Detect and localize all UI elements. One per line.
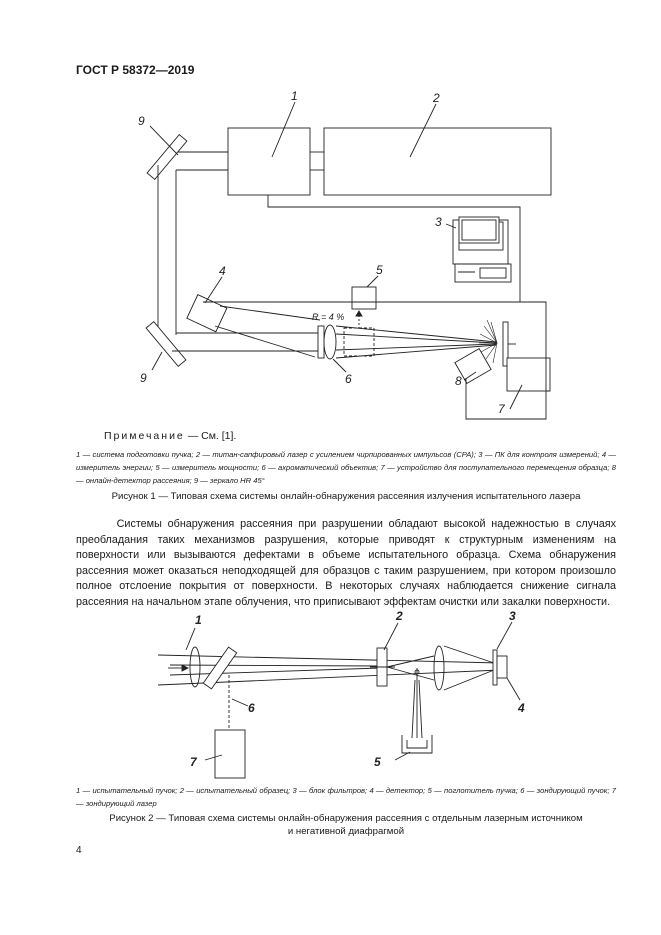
body-paragraph <box>76 517 616 611</box>
figure-2-caption-line2: и негативной диафрагмой <box>287 826 405 837</box>
beam-prep-box <box>228 128 310 195</box>
fig1-label-9-bottom: 9 <box>140 371 147 385</box>
power-meter-box <box>352 287 376 309</box>
fig1-label-1: 1 <box>291 89 298 103</box>
paragraph-text: Системы обнаружения рассеяния при разрушении обладают высокой надежностью в случаях преобладания таких механизмов разрушения, которые приводят к структурным изменениям на поверхности или вызываются дефектами в объеме испытательного образца. Схема обнаружения рассеяния может оказаться неподходящей для образцов с таким разрушением, при котором произошло полное отслоение покрытия от поверхности. В некоторых случаях наблюдается снижение сигнала рассеяния на начальном этапе облучения, что приписывают эффектам очистки или закалки поверхности. <box>76 518 617 608</box>
reflectance-label: R = 4 % <box>312 312 345 322</box>
fig1-label-3: 3 <box>435 215 442 229</box>
fig1-label-8: 8 <box>455 374 462 388</box>
fig1-label-5: 5 <box>376 263 383 277</box>
translation-stage-box <box>507 358 550 391</box>
fig2-label-2: 2 <box>396 609 403 623</box>
fig2-label-5: 5 <box>374 755 381 769</box>
fig2-label-3: 3 <box>509 609 516 623</box>
figure-1-legend: 1 — система подготовки пучка; 2 — титан-сапфировый лазер с усилением чирпированных импульсов (CPA); 3 — ПК для контроля измерений; 4 — измеритель энергии; 5 — измеритель мощности; 6 — ахроматический объектив; 7 — устройство для поступательного перемещения образца; 8 — онлайн-детектор рассеяния; 9 — зеркало HR 45° <box>76 450 616 485</box>
figure-2-caption-line1: Рисунок 2 — Типовая схема системы онлайн-обнаружения рассеяния с отдельным лазерным источником <box>109 813 583 824</box>
page-number: 4 <box>76 845 82 856</box>
fig2-label-1: 1 <box>195 613 202 627</box>
fig2-label-4: 4 <box>518 701 525 715</box>
probe-laser-box <box>215 730 245 778</box>
figure-1-caption: Рисунок 1 — Типовая схема системы онлайн-обнаружения рассеяния излучения испытательного лазера <box>111 491 581 502</box>
figure-1-note <box>104 430 236 442</box>
fig2-label-7: 7 <box>190 755 197 769</box>
fig1-label-4: 4 <box>219 264 226 278</box>
laser-box <box>324 128 551 195</box>
fig1-label-9-top: 9 <box>138 114 145 128</box>
fig1-label-6: 6 <box>345 372 352 386</box>
fig1-label-7: 7 <box>498 402 505 416</box>
standard-header: ГОСТ Р 58372—2019 <box>76 63 195 77</box>
figure-2-caption <box>76 812 616 838</box>
fig2-label-6: 6 <box>248 701 255 715</box>
note-text: — См. [1]. <box>184 430 237 442</box>
pc-icon <box>453 217 511 282</box>
note-word: Примечание <box>104 430 185 442</box>
figure-2-diagram <box>158 622 520 778</box>
fig1-label-2: 2 <box>433 91 440 105</box>
figure-2-legend: 1 — испытательный пучок; 2 — испытательный образец; 3 — блок фильтров; 4 — детектор; 5 — поглотитель пучка; 6 — зондирующий пучок; 7 — зондирующий лазер <box>76 786 616 808</box>
